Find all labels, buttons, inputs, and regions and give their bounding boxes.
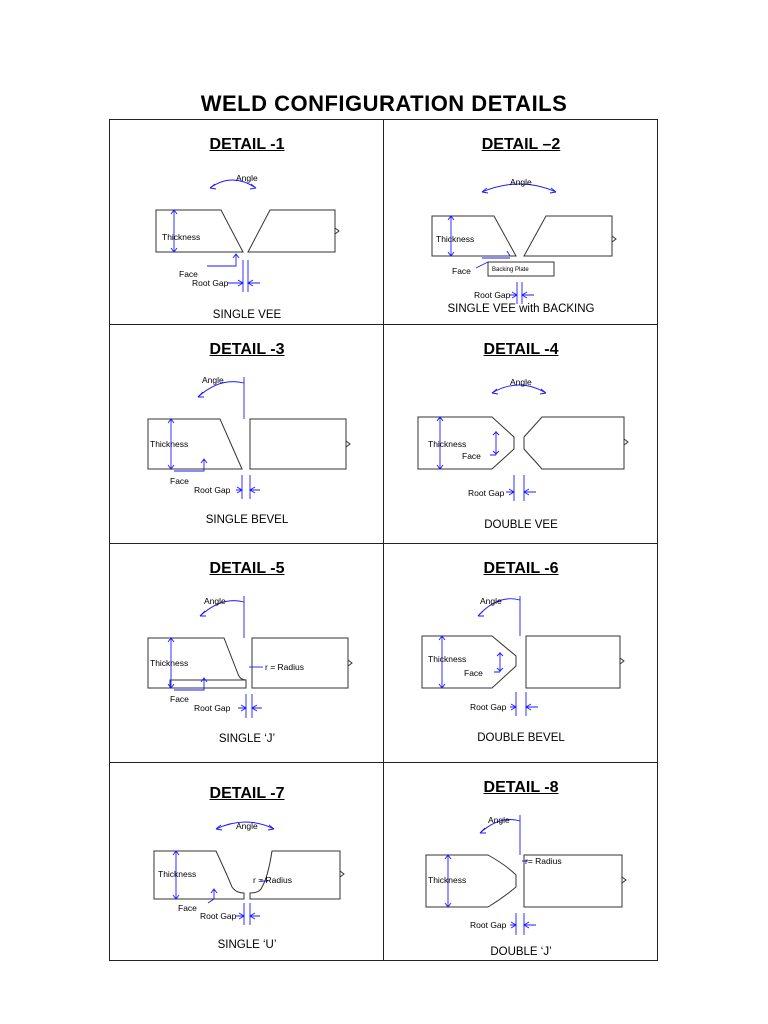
svg-text:Angle: Angle [488,815,510,825]
detail-1-title: DETAIL -1 [209,136,285,153]
svg-text:Thickness: Thickness [428,439,467,449]
svg-text:Thickness: Thickness [428,654,467,664]
detail-3-diagram [110,325,384,543]
detail-7-caption: SINGLE ‘U’ [217,939,277,951]
svg-text:r= Radius: r= Radius [525,856,562,866]
detail-1-cell [110,120,384,324]
svg-text:Angle: Angle [236,173,258,183]
detail-4-diagram [384,325,658,543]
svg-text:Root Gap: Root Gap [474,290,511,300]
detail-5-diagram [110,544,384,762]
detail-2-diagram [384,120,658,324]
svg-text:Angle: Angle [204,596,226,606]
svg-text:Thickness: Thickness [150,658,189,668]
detail-8-caption: DOUBLE ‘J’ [490,946,552,958]
detail-1-diagram [110,120,384,324]
detail-3-caption: SINGLE BEVEL [205,514,289,526]
detail-7-diagram [110,763,384,961]
detail-8-title: DETAIL -8 [483,779,559,796]
detail-2-cell [384,120,658,324]
detail-2-caption: SINGLE VEE with BACKING [447,303,595,315]
svg-text:Thickness: Thickness [162,232,201,242]
svg-text:Angle: Angle [480,596,502,606]
detail-3-cell [110,325,384,543]
svg-text:Face: Face [462,451,481,461]
detail-5-title: DETAIL -5 [209,560,285,577]
svg-text:Face: Face [452,266,471,276]
svg-text:Thickness: Thickness [428,875,467,885]
detail-5-caption: SINGLE ‘J’ [218,733,276,745]
svg-text:Angle: Angle [510,377,532,387]
detail-3-title: DETAIL -3 [209,341,285,358]
detail-5-cell [110,544,384,762]
svg-text:Thickness: Thickness [158,869,197,879]
svg-text:Angle: Angle [202,375,224,385]
detail-1-caption: SINGLE VEE [212,309,282,321]
detail-6-caption: DOUBLE BEVEL [477,732,565,744]
detail-2-title: DETAIL –2 [481,136,561,153]
svg-text:Face: Face [170,694,189,704]
svg-text:r = Radius: r = Radius [265,662,304,672]
svg-text:Root Gap: Root Gap [194,485,231,495]
detail-6-title: DETAIL -6 [483,560,559,577]
detail-4-title: DETAIL -4 [483,341,559,358]
svg-text:Face: Face [464,668,483,678]
svg-text:Root Gap: Root Gap [192,278,229,288]
svg-text:Root Gap: Root Gap [470,702,507,712]
detail-4-caption: DOUBLE VEE [484,519,558,531]
svg-text:Root Gap: Root Gap [470,920,507,930]
svg-text:Angle: Angle [510,177,532,187]
svg-text:Root Gap: Root Gap [194,703,231,713]
svg-text:r = Radius: r = Radius [253,875,292,885]
detail-6-cell [384,544,658,762]
detail-7-title: DETAIL -7 [209,785,285,802]
svg-text:Angle: Angle [236,821,258,831]
svg-text:Root Gap: Root Gap [468,488,505,498]
svg-text:Face: Face [170,476,189,486]
svg-text:Thickness: Thickness [150,439,189,449]
svg-text:Face: Face [179,269,198,279]
detail-7-cell [110,763,384,961]
detail-8-cell [384,763,658,961]
detail-8-diagram [384,763,658,961]
svg-text:Backing Plate: Backing Plate [492,267,529,273]
detail-4-cell [384,325,658,543]
detail-6-diagram [384,544,658,762]
svg-text:Root Gap: Root Gap [200,911,237,921]
svg-text:Face: Face [178,903,197,913]
page-title: WELD CONFIGURATION DETAILS [200,91,568,116]
svg-text:Thickness: Thickness [436,234,475,244]
